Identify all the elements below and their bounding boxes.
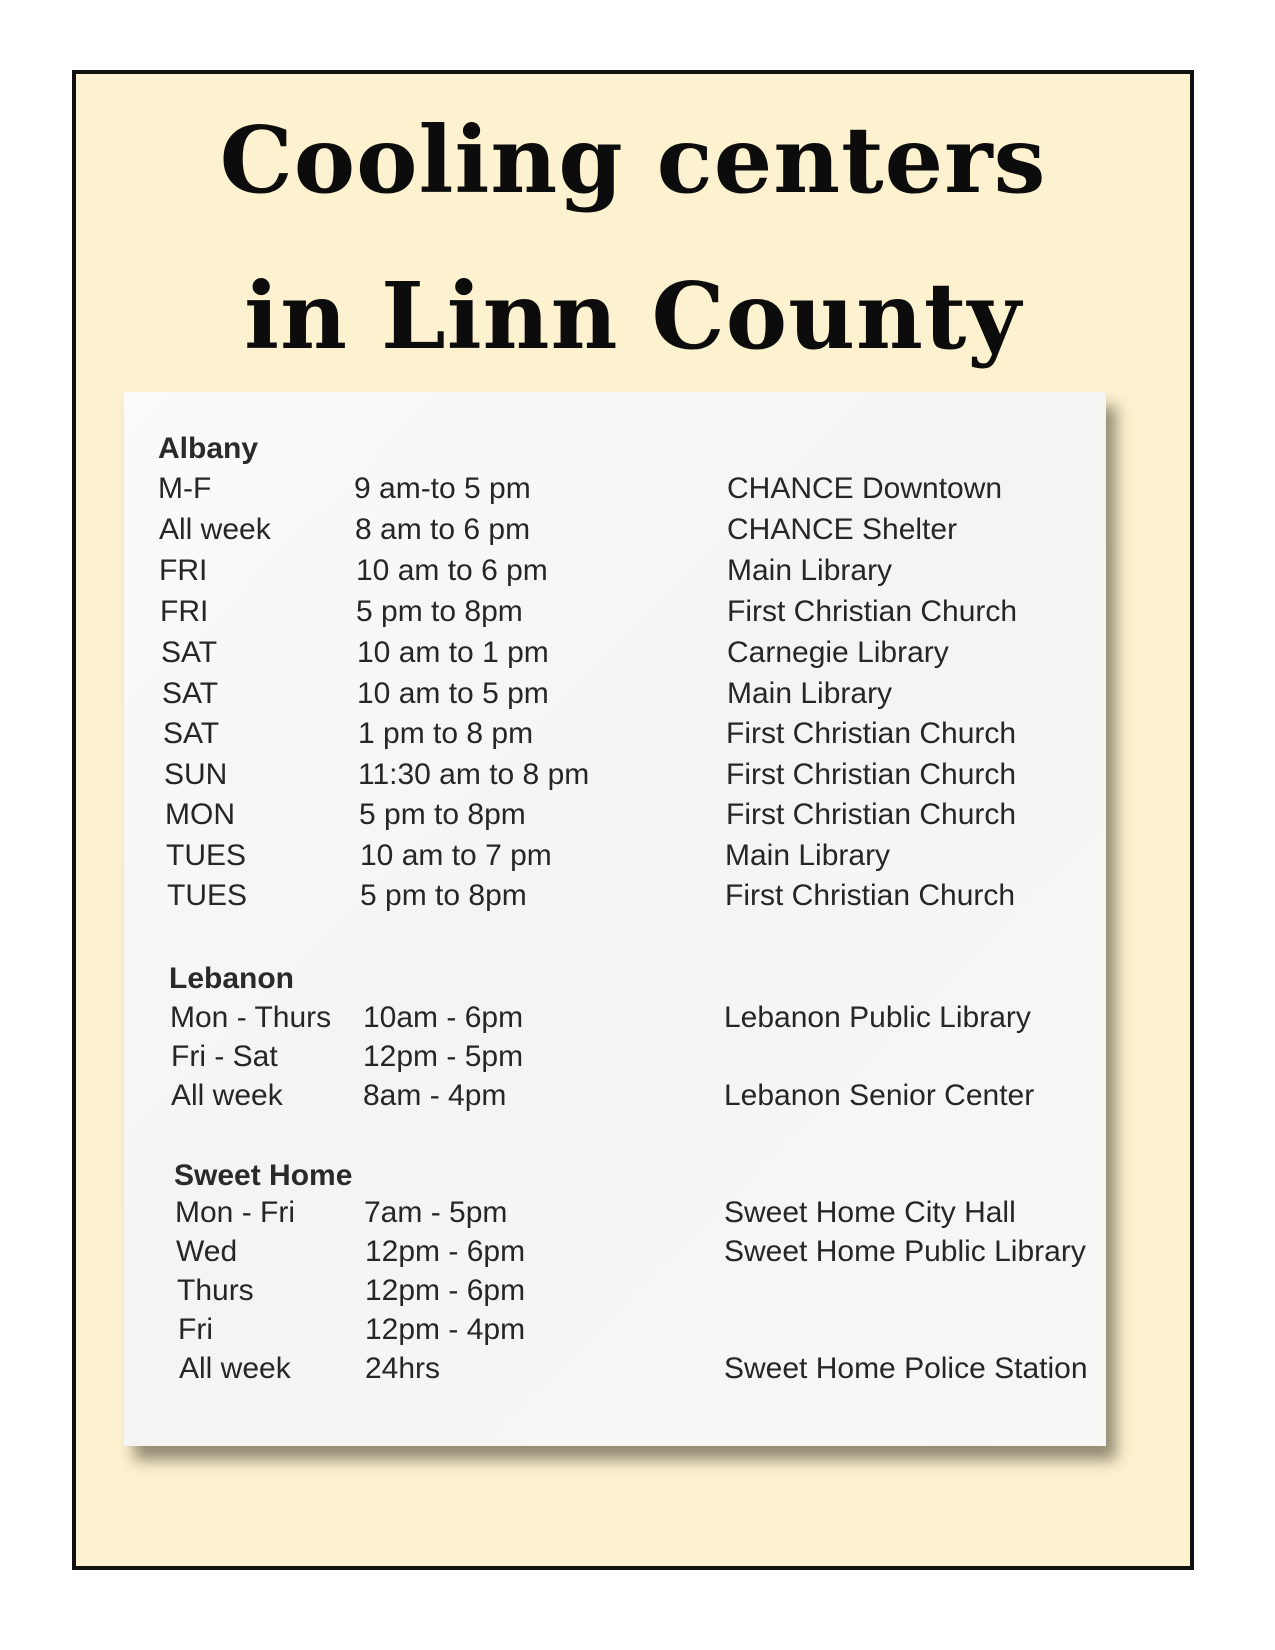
row-day: Thurs	[177, 1274, 254, 1307]
schedule-row	[124, 556, 1106, 596]
flyer-frame	[72, 70, 1194, 1570]
row-place: First Christian Church	[726, 758, 1017, 791]
row-day: Wed	[176, 1235, 238, 1268]
row-day: Mon - Thurs	[170, 1001, 332, 1034]
title-line-1: Cooling centers	[219, 106, 1047, 214]
row-time: 10am - 6pm	[363, 1001, 524, 1034]
row-time: 9 am-to 5 pm	[354, 472, 531, 505]
row-day: Fri	[178, 1313, 213, 1346]
row-day: SAT	[161, 636, 218, 669]
row-day: TUES	[167, 879, 248, 912]
row-day: FRI	[160, 595, 209, 628]
row-day: Mon - Fri	[175, 1196, 295, 1229]
row-day: FRI	[159, 554, 208, 587]
schedule-row	[124, 1237, 1106, 1277]
row-place: First Christian Church	[726, 798, 1017, 831]
schedule-row	[124, 515, 1106, 555]
schedule-row	[124, 881, 1106, 921]
row-time: 8am - 4pm	[363, 1079, 507, 1112]
row-place: Carnegie Library	[727, 636, 949, 669]
schedule-row	[124, 1354, 1106, 1394]
schedule-sheet	[124, 392, 1106, 1446]
section-heading: Lebanon	[169, 962, 294, 995]
row-day: SAT	[163, 717, 220, 750]
schedule-row	[124, 1042, 1106, 1082]
row-day: All week	[159, 513, 271, 546]
row-place: Sweet Home City Hall	[724, 1196, 1016, 1229]
row-place: CHANCE Shelter	[727, 513, 958, 546]
title-line-2: in Linn County	[244, 262, 1022, 370]
schedule-row	[124, 1315, 1106, 1355]
section-heading: Sweet Home	[174, 1159, 353, 1192]
schedule-row	[124, 1081, 1106, 1121]
row-time: 1 pm to 8 pm	[358, 717, 534, 750]
schedule-row	[124, 1198, 1106, 1238]
schedule-row	[124, 719, 1106, 759]
schedule-row	[124, 800, 1106, 840]
row-time: 12pm - 4pm	[365, 1313, 526, 1346]
row-place: Lebanon Senior Center	[724, 1079, 1035, 1112]
schedule-row	[124, 597, 1106, 637]
row-time: 24hrs	[365, 1352, 441, 1385]
row-place: Main Library	[725, 839, 891, 872]
row-day: TUES	[166, 839, 247, 872]
row-time: 10 am to 1 pm	[357, 636, 549, 669]
schedule-row	[124, 841, 1106, 881]
row-time: 8 am to 6 pm	[355, 513, 531, 546]
row-time: 10 am to 5 pm	[357, 677, 549, 710]
schedule-row	[124, 638, 1106, 678]
row-place: First Christian Church	[725, 879, 1016, 912]
row-time: 12pm - 6pm	[365, 1235, 526, 1268]
row-time: 12pm - 6pm	[365, 1274, 526, 1307]
schedule-row	[124, 1003, 1106, 1043]
row-day: MON	[165, 798, 235, 831]
row-place: Sweet Home Public Library	[724, 1235, 1086, 1268]
schedule-row	[124, 1276, 1106, 1316]
row-day: Fri - Sat	[171, 1040, 278, 1073]
row-day: All week	[179, 1352, 291, 1385]
row-place: Sweet Home Police Station	[724, 1352, 1088, 1385]
row-day: SUN	[164, 758, 228, 791]
row-time: 10 am to 6 pm	[356, 554, 548, 587]
row-time: 5 pm to 8pm	[359, 798, 526, 831]
schedule-row	[124, 679, 1106, 719]
row-place: Main Library	[727, 677, 893, 710]
row-place: Main Library	[727, 554, 893, 587]
row-time: 5 pm to 8pm	[356, 595, 523, 628]
row-place: First Christian Church	[727, 595, 1018, 628]
row-time: 7am - 5pm	[364, 1196, 508, 1229]
schedule-row	[124, 760, 1106, 800]
row-time: 11:30 am to 8 pm	[358, 758, 590, 791]
row-day: SAT	[162, 677, 219, 710]
row-place: First Christian Church	[726, 717, 1017, 750]
row-time: 12pm - 5pm	[363, 1040, 524, 1073]
row-time: 5 pm to 8pm	[360, 879, 527, 912]
section-heading: Albany	[158, 432, 259, 465]
row-day: All week	[171, 1079, 283, 1112]
row-time: 10 am to 7 pm	[360, 839, 552, 872]
schedule-row	[124, 474, 1106, 514]
row-day: M-F	[158, 472, 212, 505]
row-place: Lebanon Public Library	[724, 1001, 1031, 1034]
row-place: CHANCE Downtown	[727, 472, 1003, 505]
